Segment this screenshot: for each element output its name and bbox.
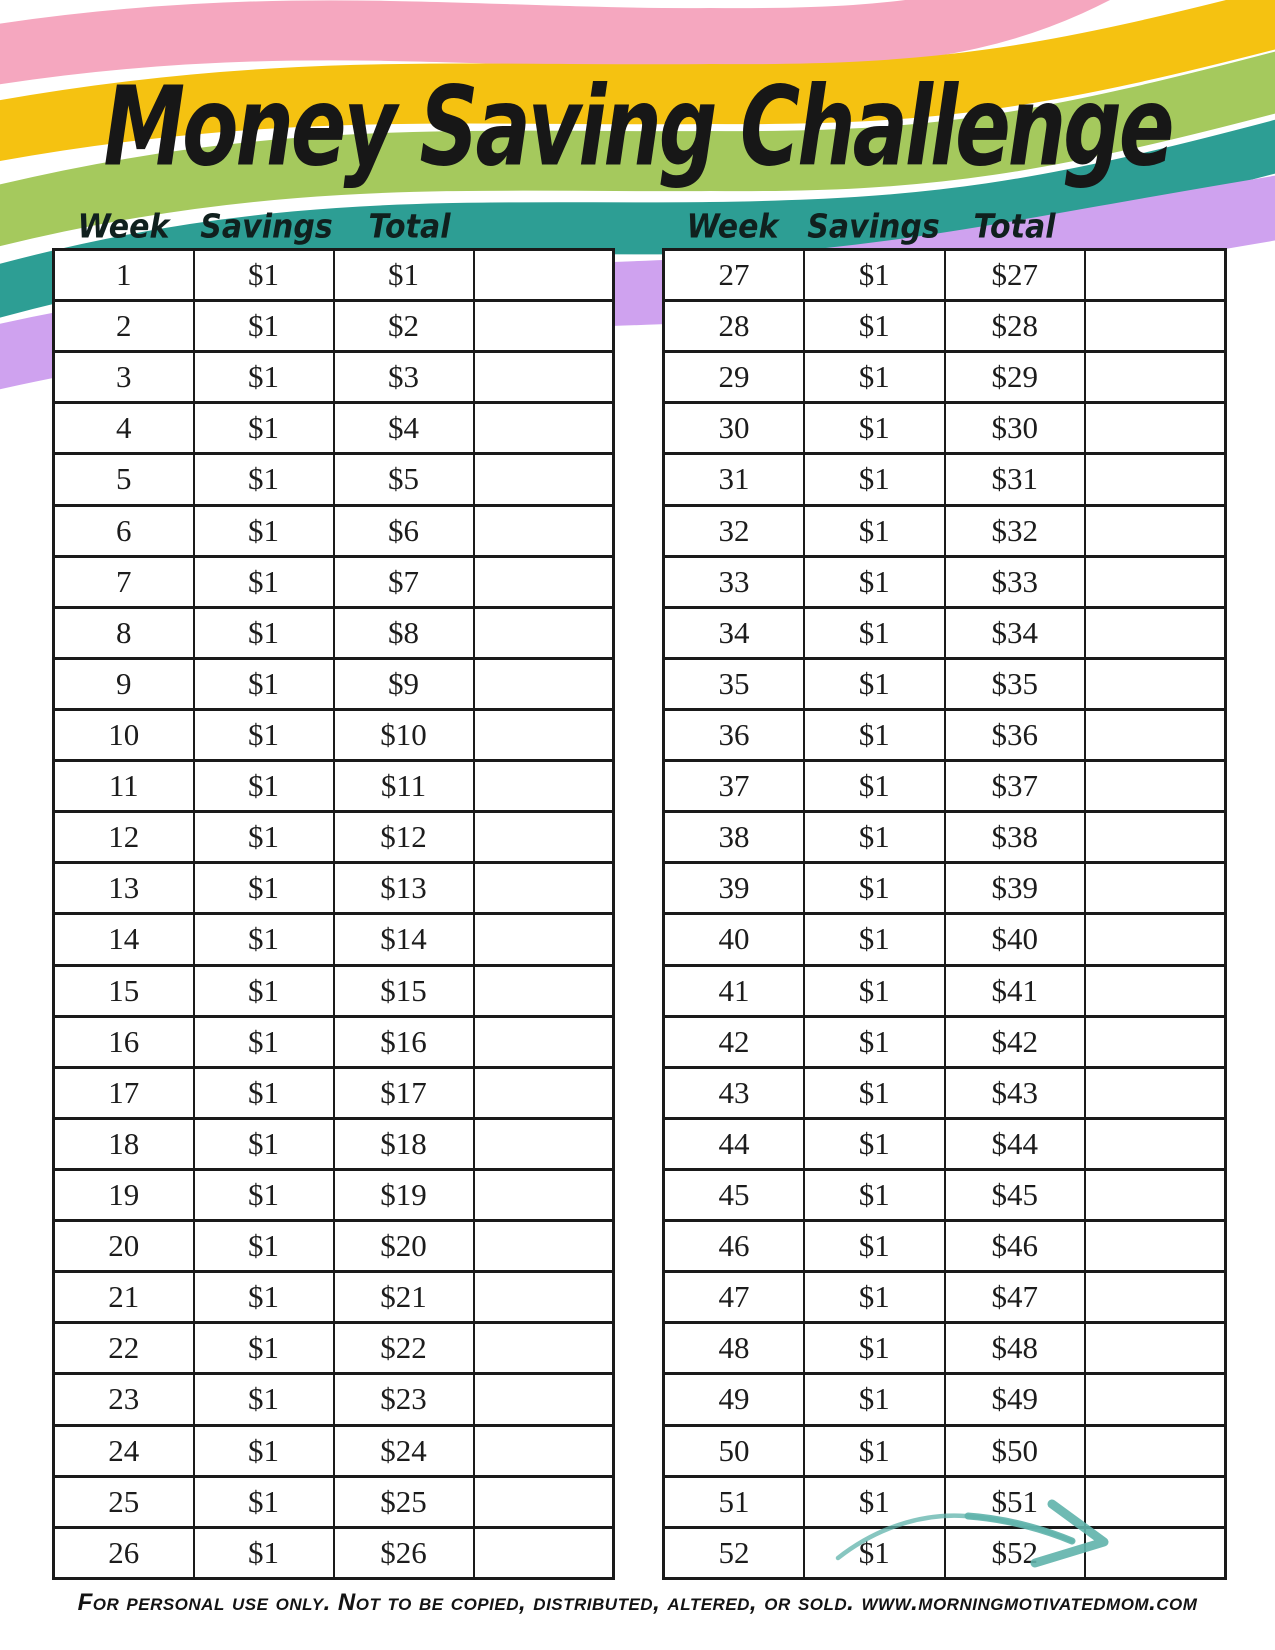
total-cell: $40: [945, 914, 1086, 965]
week-cell: 2: [54, 301, 194, 352]
savings-cell: $1: [804, 1425, 945, 1476]
table-row: [664, 965, 1226, 1016]
check-cell: [1085, 403, 1226, 454]
total-cell: $13: [334, 863, 474, 914]
check-cell: [1085, 812, 1226, 863]
week-column-label: Week: [77, 208, 170, 247]
total-cell: $34: [945, 607, 1086, 658]
table-row: [54, 1323, 614, 1374]
week-cell: 39: [664, 863, 805, 914]
total-cell: $33: [945, 556, 1086, 607]
week-cell: 37: [664, 761, 805, 812]
week-cell: 43: [664, 1067, 805, 1118]
week-cell: 14: [54, 914, 194, 965]
table-row: [664, 914, 1226, 965]
week-cell: 24: [54, 1425, 194, 1476]
savings-cell: $1: [804, 965, 945, 1016]
savings-cell: $1: [804, 812, 945, 863]
savings-cell: $1: [804, 1374, 945, 1425]
week-cell: 19: [54, 1169, 194, 1220]
check-cell: [1085, 1067, 1226, 1118]
total-cell: $20: [334, 1221, 474, 1272]
savings-cell: $1: [804, 1067, 945, 1118]
week-cell: 25: [54, 1476, 194, 1527]
table-row: [664, 812, 1226, 863]
week-cell: 23: [54, 1374, 194, 1425]
total-cell: $23: [334, 1374, 474, 1425]
total-cell: $29: [945, 352, 1086, 403]
check-cell: [474, 1067, 614, 1118]
table-row: [664, 863, 1226, 914]
table-row: [664, 250, 1226, 301]
savings-cell: $1: [194, 863, 334, 914]
total-cell: $27: [945, 250, 1086, 301]
total-cell: $11: [334, 761, 474, 812]
check-cell: [1085, 1169, 1226, 1220]
check-cell: [474, 1169, 614, 1220]
savings-cell: $1: [804, 403, 945, 454]
savings-cell: $1: [804, 1527, 945, 1578]
table-row: [664, 301, 1226, 352]
savings-cell: $1: [194, 301, 334, 352]
week-cell: 40: [664, 914, 805, 965]
table-row: [664, 1221, 1226, 1272]
savings-cell: $1: [194, 1476, 334, 1527]
table-row: [54, 658, 614, 709]
column-labels-left: [52, 210, 481, 250]
check-cell: [1085, 1425, 1226, 1476]
check-cell: [474, 1527, 614, 1578]
table-row: [54, 1374, 614, 1425]
savings-cell: $1: [804, 863, 945, 914]
table-row: [54, 1527, 614, 1578]
savings-cell: $1: [194, 1374, 334, 1425]
check-cell: [1085, 658, 1226, 709]
table-row: [54, 709, 614, 760]
check-cell: [474, 965, 614, 1016]
page-title: Money Saving Challenge: [103, 64, 1172, 192]
savings-cell: $1: [194, 250, 334, 301]
check-cell: [474, 1016, 614, 1067]
table-row: [54, 1016, 614, 1067]
week-cell: 21: [54, 1272, 194, 1323]
table-row: [54, 301, 614, 352]
savings-cell: $1: [804, 709, 945, 760]
total-cell: $44: [945, 1118, 1086, 1169]
savings-cell: $1: [804, 1272, 945, 1323]
week-cell: 18: [54, 1118, 194, 1169]
week-cell: 33: [664, 556, 805, 607]
week-cell: 12: [54, 812, 194, 863]
table-row: [664, 556, 1226, 607]
savings-cell: $1: [194, 1425, 334, 1476]
savings-cell: $1: [194, 1067, 334, 1118]
total-cell: $4: [334, 403, 474, 454]
savings-table-weeks-27-52: [662, 248, 1227, 1580]
table-row: [54, 761, 614, 812]
week-cell: 1: [54, 250, 194, 301]
check-cell: [1085, 1476, 1226, 1527]
week-cell: 22: [54, 1323, 194, 1374]
week-cell: 20: [54, 1221, 194, 1272]
check-cell: [1085, 1374, 1226, 1425]
column-labels-right: [662, 210, 1085, 250]
check-cell: [474, 352, 614, 403]
table-row: [54, 965, 614, 1016]
week-cell: 35: [664, 658, 805, 709]
total-cell: $8: [334, 607, 474, 658]
total-cell: $30: [945, 403, 1086, 454]
week-cell: 3: [54, 352, 194, 403]
savings-column-label: Savings: [200, 208, 333, 247]
total-cell: $12: [334, 812, 474, 863]
check-cell: [1085, 914, 1226, 965]
total-cell: $42: [945, 1016, 1086, 1067]
week-cell: 29: [664, 352, 805, 403]
check-cell: [1085, 1221, 1226, 1272]
total-cell: $38: [945, 812, 1086, 863]
table-row: [54, 1476, 614, 1527]
total-cell: $10: [334, 709, 474, 760]
week-cell: 51: [664, 1476, 805, 1527]
total-cell: $15: [334, 965, 474, 1016]
total-cell: $46: [945, 1221, 1086, 1272]
week-cell: 47: [664, 1272, 805, 1323]
week-cell: 26: [54, 1527, 194, 1578]
total-cell: $26: [334, 1527, 474, 1578]
check-cell: [1085, 965, 1226, 1016]
savings-cell: $1: [804, 914, 945, 965]
table-row: [664, 1527, 1226, 1578]
table-row: [664, 1425, 1226, 1476]
week-cell: 10: [54, 709, 194, 760]
week-cell: 41: [664, 965, 805, 1016]
table-row: [54, 607, 614, 658]
savings-table-weeks-1-26: [52, 248, 615, 1580]
week-column-label: Week: [686, 208, 779, 247]
table-row: [664, 709, 1226, 760]
check-cell: [474, 1374, 614, 1425]
total-cell: $31: [945, 454, 1086, 505]
total-column-label: Total: [368, 208, 451, 247]
check-cell: [1085, 556, 1226, 607]
total-cell: $37: [945, 761, 1086, 812]
table-row: [54, 505, 614, 556]
total-cell: $41: [945, 965, 1086, 1016]
savings-cell: $1: [194, 1169, 334, 1220]
check-cell: [1085, 1118, 1226, 1169]
total-cell: $9: [334, 658, 474, 709]
check-cell: [1085, 352, 1226, 403]
check-cell: [474, 812, 614, 863]
savings-cell: $1: [194, 1118, 334, 1169]
table-row: [664, 1476, 1226, 1527]
total-cell: $14: [334, 914, 474, 965]
check-cell: [1085, 250, 1226, 301]
check-cell: [1085, 301, 1226, 352]
table-row: [664, 1374, 1226, 1425]
table-row: [664, 505, 1226, 556]
savings-cell: $1: [194, 761, 334, 812]
total-cell: $3: [334, 352, 474, 403]
savings-cell: $1: [804, 454, 945, 505]
check-cell: [1085, 505, 1226, 556]
savings-cell: $1: [194, 505, 334, 556]
total-cell: $48: [945, 1323, 1086, 1374]
week-cell: 28: [664, 301, 805, 352]
table-row: [664, 607, 1226, 658]
check-cell: [474, 250, 614, 301]
total-cell: $32: [945, 505, 1086, 556]
table-row: [54, 863, 614, 914]
total-cell: $6: [334, 505, 474, 556]
table-row: [664, 403, 1226, 454]
savings-cell: $1: [194, 1323, 334, 1374]
savings-cell: $1: [804, 761, 945, 812]
check-cell: [474, 761, 614, 812]
total-cell: $49: [945, 1374, 1086, 1425]
savings-cell: $1: [804, 250, 945, 301]
check-cell: [1085, 1527, 1226, 1578]
table-row: [664, 1272, 1226, 1323]
total-cell: $50: [945, 1425, 1086, 1476]
week-cell: 38: [664, 812, 805, 863]
week-cell: 49: [664, 1374, 805, 1425]
savings-column-label: Savings: [807, 208, 940, 247]
table-row: [664, 1323, 1226, 1374]
savings-cell: $1: [804, 1323, 945, 1374]
savings-cell: $1: [804, 1476, 945, 1527]
week-cell: 27: [664, 250, 805, 301]
week-cell: 8: [54, 607, 194, 658]
week-cell: 17: [54, 1067, 194, 1118]
savings-cell: $1: [194, 403, 334, 454]
total-cell: $17: [334, 1067, 474, 1118]
week-cell: 30: [664, 403, 805, 454]
savings-cell: $1: [804, 556, 945, 607]
check-cell: [474, 403, 614, 454]
check-cell: [1085, 1272, 1226, 1323]
week-cell: 34: [664, 607, 805, 658]
table-row: [664, 1067, 1226, 1118]
total-cell: $7: [334, 556, 474, 607]
week-cell: 11: [54, 761, 194, 812]
check-cell: [474, 658, 614, 709]
check-cell: [474, 709, 614, 760]
check-cell: [1085, 709, 1226, 760]
total-cell: $47: [945, 1272, 1086, 1323]
total-cell: $43: [945, 1067, 1086, 1118]
savings-cell: $1: [194, 658, 334, 709]
check-cell: [1085, 607, 1226, 658]
total-cell: $52: [945, 1527, 1086, 1578]
week-cell: 31: [664, 454, 805, 505]
week-cell: 45: [664, 1169, 805, 1220]
week-cell: 46: [664, 1221, 805, 1272]
savings-cell: $1: [194, 1016, 334, 1067]
table-row: [664, 761, 1226, 812]
check-cell: [474, 301, 614, 352]
check-cell: [1085, 1016, 1226, 1067]
table-row: [54, 1169, 614, 1220]
week-cell: 13: [54, 863, 194, 914]
check-cell: [474, 607, 614, 658]
table-row: [54, 352, 614, 403]
week-cell: 44: [664, 1118, 805, 1169]
week-cell: 5: [54, 454, 194, 505]
table-row: [54, 403, 614, 454]
check-cell: [1085, 761, 1226, 812]
table-row: [664, 1169, 1226, 1220]
total-cell: $5: [334, 454, 474, 505]
savings-cell: $1: [194, 914, 334, 965]
total-cell: $51: [945, 1476, 1086, 1527]
total-cell: $2: [334, 301, 474, 352]
total-cell: $21: [334, 1272, 474, 1323]
week-cell: 7: [54, 556, 194, 607]
savings-cell: $1: [804, 607, 945, 658]
savings-cell: $1: [194, 1272, 334, 1323]
table-row: [54, 1272, 614, 1323]
check-cell: [474, 1221, 614, 1272]
total-cell: $25: [334, 1476, 474, 1527]
check-cell: [474, 914, 614, 965]
table-row: [54, 812, 614, 863]
table-row: [664, 352, 1226, 403]
week-cell: 6: [54, 505, 194, 556]
savings-cell: $1: [194, 1221, 334, 1272]
check-cell: [1085, 1323, 1226, 1374]
total-cell: $16: [334, 1016, 474, 1067]
table-row: [54, 1067, 614, 1118]
total-cell: $24: [334, 1425, 474, 1476]
savings-cell: $1: [194, 607, 334, 658]
check-cell: [474, 1118, 614, 1169]
total-cell: $39: [945, 863, 1086, 914]
table-row: [54, 1221, 614, 1272]
check-cell: [474, 1425, 614, 1476]
savings-cell: $1: [194, 812, 334, 863]
week-cell: 9: [54, 658, 194, 709]
week-cell: 48: [664, 1323, 805, 1374]
savings-cell: $1: [804, 1016, 945, 1067]
savings-cell: $1: [804, 1118, 945, 1169]
check-cell: [474, 505, 614, 556]
savings-cell: $1: [194, 352, 334, 403]
savings-cell: $1: [804, 352, 945, 403]
table-row: [664, 658, 1226, 709]
check-cell: [474, 1476, 614, 1527]
total-cell: $1: [334, 250, 474, 301]
savings-cell: $1: [194, 965, 334, 1016]
savings-cell: $1: [804, 658, 945, 709]
week-cell: 36: [664, 709, 805, 760]
table-row: [664, 1118, 1226, 1169]
week-cell: 50: [664, 1425, 805, 1476]
total-cell: $22: [334, 1323, 474, 1374]
week-cell: 4: [54, 403, 194, 454]
savings-cell: $1: [194, 556, 334, 607]
check-cell: [474, 1272, 614, 1323]
savings-cell: $1: [194, 1527, 334, 1578]
week-cell: 42: [664, 1016, 805, 1067]
savings-cell: $1: [804, 1169, 945, 1220]
check-cell: [474, 863, 614, 914]
table-row: [664, 1016, 1226, 1067]
table-row: [664, 454, 1226, 505]
check-cell: [474, 454, 614, 505]
week-cell: 52: [664, 1527, 805, 1578]
total-column-label: Total: [973, 208, 1056, 247]
total-cell: $45: [945, 1169, 1086, 1220]
week-cell: 32: [664, 505, 805, 556]
savings-cell: $1: [804, 1221, 945, 1272]
week-cell: 15: [54, 965, 194, 1016]
savings-cell: $1: [804, 301, 945, 352]
total-cell: $36: [945, 709, 1086, 760]
check-cell: [1085, 863, 1226, 914]
table-row: [54, 250, 614, 301]
table-row: [54, 454, 614, 505]
week-cell: 16: [54, 1016, 194, 1067]
table-row: [54, 914, 614, 965]
total-cell: $19: [334, 1169, 474, 1220]
total-cell: $35: [945, 658, 1086, 709]
savings-cell: $1: [194, 709, 334, 760]
check-cell: [474, 556, 614, 607]
table-row: [54, 1425, 614, 1476]
check-cell: [1085, 454, 1226, 505]
total-cell: $28: [945, 301, 1086, 352]
table-row: [54, 1118, 614, 1169]
table-row: [54, 556, 614, 607]
savings-cell: $1: [194, 454, 334, 505]
total-cell: $18: [334, 1118, 474, 1169]
footer-copyright-text: For personal use only. Not to be copied, distributed, altered, or sold. www.morningmotivatedmom.com: [77, 1589, 1198, 1616]
savings-cell: $1: [804, 505, 945, 556]
check-cell: [474, 1323, 614, 1374]
